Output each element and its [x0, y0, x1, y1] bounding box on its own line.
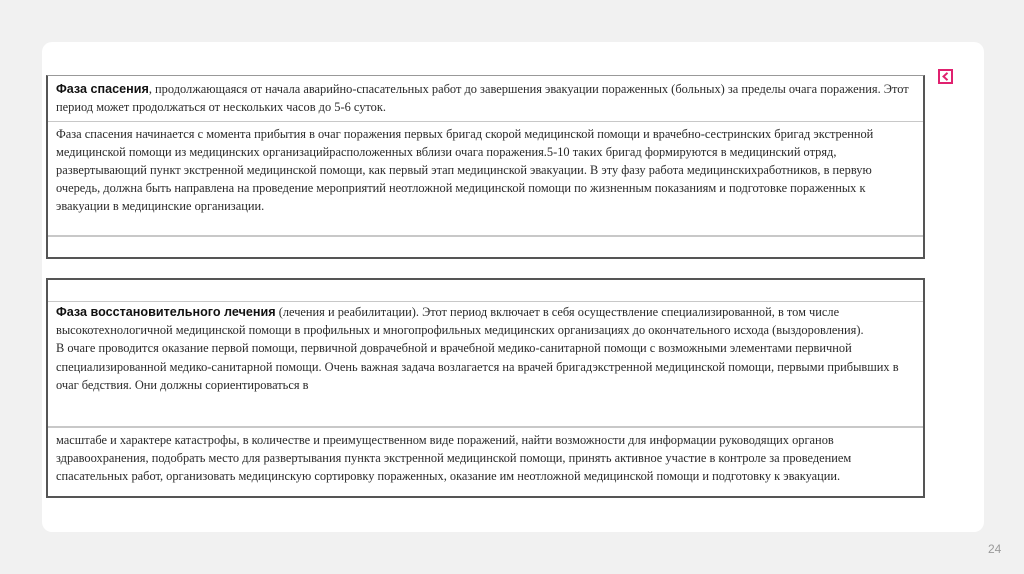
rescue-phase-empty-row — [48, 236, 923, 258]
recovery-phase-definition — [48, 302, 923, 427]
page-number: 24 — [988, 542, 1002, 556]
rescue-phase-heading-rest: , продолжающаяся от начала аварийно-спасательных работ до завершения эвакуации пораженных (больных) за пределы очага поражения. Этот период может продолжаться от нескольких часов до 5-6 суток. — [56, 82, 909, 114]
recovery-phase-heading: Фаза восстановительного лечения — [56, 305, 276, 319]
recovery-phase-paragraph: В очаге проводится оказание первой помощи, первичной доврачебной и врачебной медико-санитарной помощи с возможными элементами первичной специализированной медико-санитарной помощи. Очень важная задача возлагается на врачей бригадэкстренной медицинской помощи, первыми прибывших в очаг бедствия. Они должны сориентироваться в — [56, 341, 899, 392]
rescue-phase-heading: Фаза спасения — [56, 82, 149, 96]
chevron-left-icon — [942, 72, 949, 81]
rescue-phase-table — [46, 75, 925, 259]
rescue-phase-definition — [48, 76, 923, 122]
recovery-phase-empty-row — [48, 280, 923, 302]
rescue-phase-body: Фаза спасения начинается с момента прибытия в очаг поражения первых бригад скорой медицинской помощи и врачебно-сестринских бригад экстренной медицинской помощи из медицинских организацийрасположенных вблизи очага поражения.5-10 таких бригад формируются в медицинский отряд, развертывающий пункт экстренной медицинской помощи, как первый этап медицинской эвакуации. В эту фазу работа медицинскихработников, в первую очередь, должна быть направлена на проведение мероприятий неотложной медицинской помощи по жизненным показаниям и подготовке пораженных к эвакуации в медицинские организации. — [48, 122, 923, 236]
back-nav-button[interactable] — [938, 69, 953, 84]
recovery-phase-heading-rest: (лечения и реабилитации). Этот период включает в себя осуществление специализированной, в том числе высокотехнологичной медицинской помощи в профильных и многопрофильных медицинских организациях до окончательного исхода (выздоровления). — [56, 305, 864, 338]
recovery-phase-table — [46, 278, 925, 498]
recovery-phase-continuation: масштабе и характере катастрофы, в количестве и преимущественном виде поражений, найти возможности для информации руководящих органов здравоохранения, подобрать место для развертывания пункта экстренной медицинской помощи, принять активное участие в контроле за проведением спасательных работ, организовать медицинскую сортировку пораженных, оказание им неотложной медицинской помощи и подготовку к эвакуации. — [48, 427, 923, 498]
